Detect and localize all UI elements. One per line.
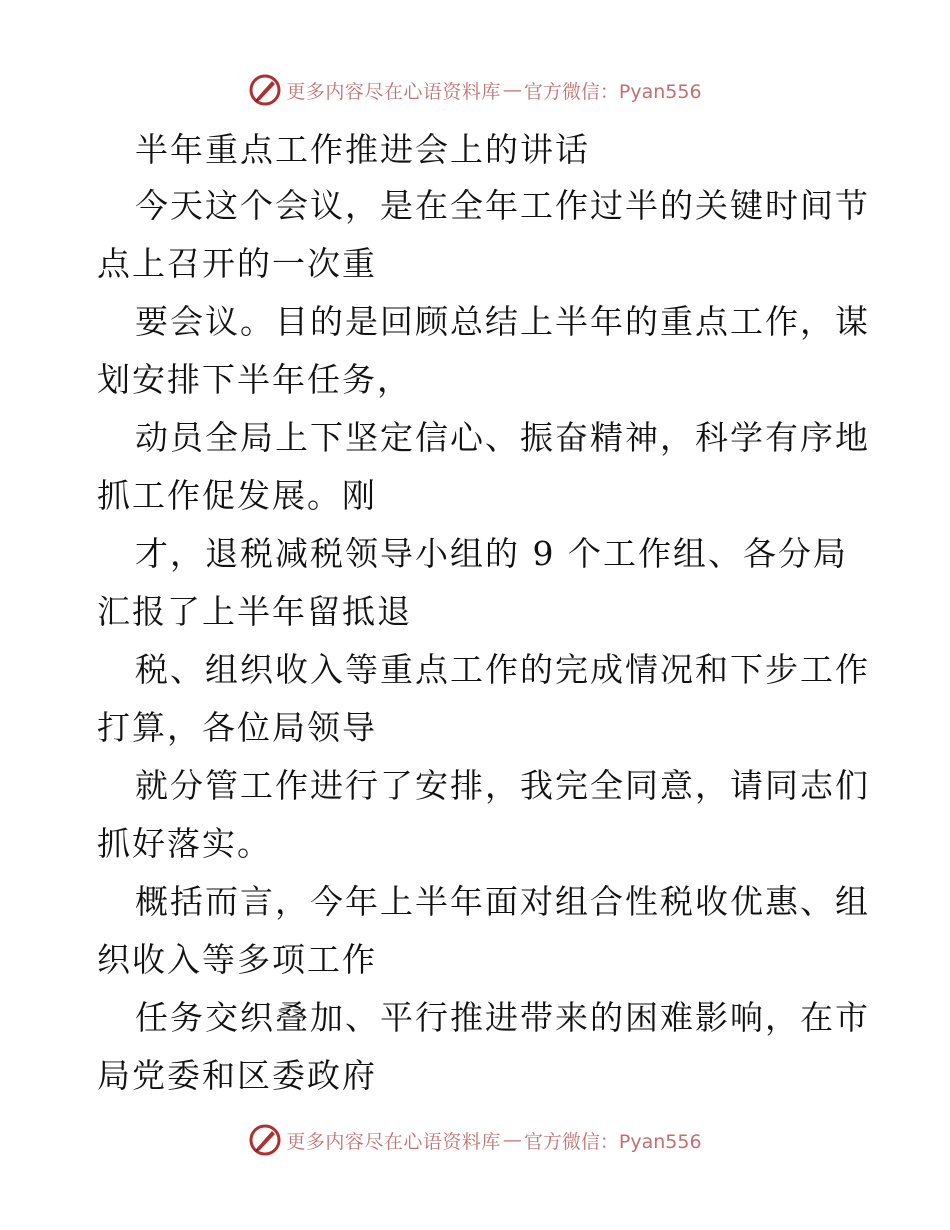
paragraph-line: 就分管工作进行了安排，我完全同意，请同志们 bbox=[135, 766, 870, 805]
paragraph-line: 汇报了上半年留抵退 bbox=[97, 592, 412, 631]
header-banner bbox=[0, 70, 950, 110]
banner-separator: — bbox=[502, 1129, 522, 1151]
banner-main-text: 更多内容尽在心语资料库 bbox=[286, 1130, 501, 1153]
banner-main-text: 更多内容尽在心语资料库 bbox=[286, 80, 501, 103]
banner-separator: — bbox=[502, 79, 522, 101]
paragraph-line: 动员全局上下坚定信心、振奋精神，科学有序地 bbox=[135, 418, 870, 457]
paragraph-line: 抓好落实。 bbox=[97, 824, 272, 863]
document-title: 半年重点工作推进会上的讲话 bbox=[135, 130, 590, 169]
paragraph-line: 打算，各位局领导 bbox=[97, 708, 377, 747]
feather-pen-logo-icon bbox=[248, 1123, 282, 1157]
paragraph-line: 税、组织收入等重点工作的完成情况和下步工作 bbox=[135, 650, 870, 689]
paragraph-line: 抓工作促发展。刚 bbox=[97, 476, 377, 515]
banner-wechat-text: 官方微信：Pyan556 bbox=[523, 80, 702, 103]
paragraph-line: 织收入等多项工作 bbox=[97, 940, 377, 979]
paragraph-line: 要会议。目的是回顾总结上半年的重点工作，谋 bbox=[135, 302, 870, 341]
paragraph-line: 局党委和区委政府 bbox=[97, 1056, 377, 1095]
paragraph-line: 才，退税减税领导小组的 9 个工作组、各分局 bbox=[135, 534, 848, 573]
footer-banner bbox=[0, 1120, 950, 1160]
paragraph-line: 划安排下半年任务， bbox=[97, 360, 412, 399]
paragraph-line: 点上召开的一次重 bbox=[97, 244, 377, 283]
paragraph-line: 概括而言，今年上半年面对组合性税收优惠、组 bbox=[135, 882, 870, 921]
feather-pen-logo-icon bbox=[248, 73, 282, 107]
banner-wechat-text: 官方微信：Pyan556 bbox=[523, 1130, 702, 1153]
paragraph-line: 今天这个会议，是在全年工作过半的关键时间节 bbox=[135, 186, 870, 225]
paragraph-line: 任务交织叠加、平行推进带来的困难影响，在市 bbox=[135, 998, 870, 1037]
